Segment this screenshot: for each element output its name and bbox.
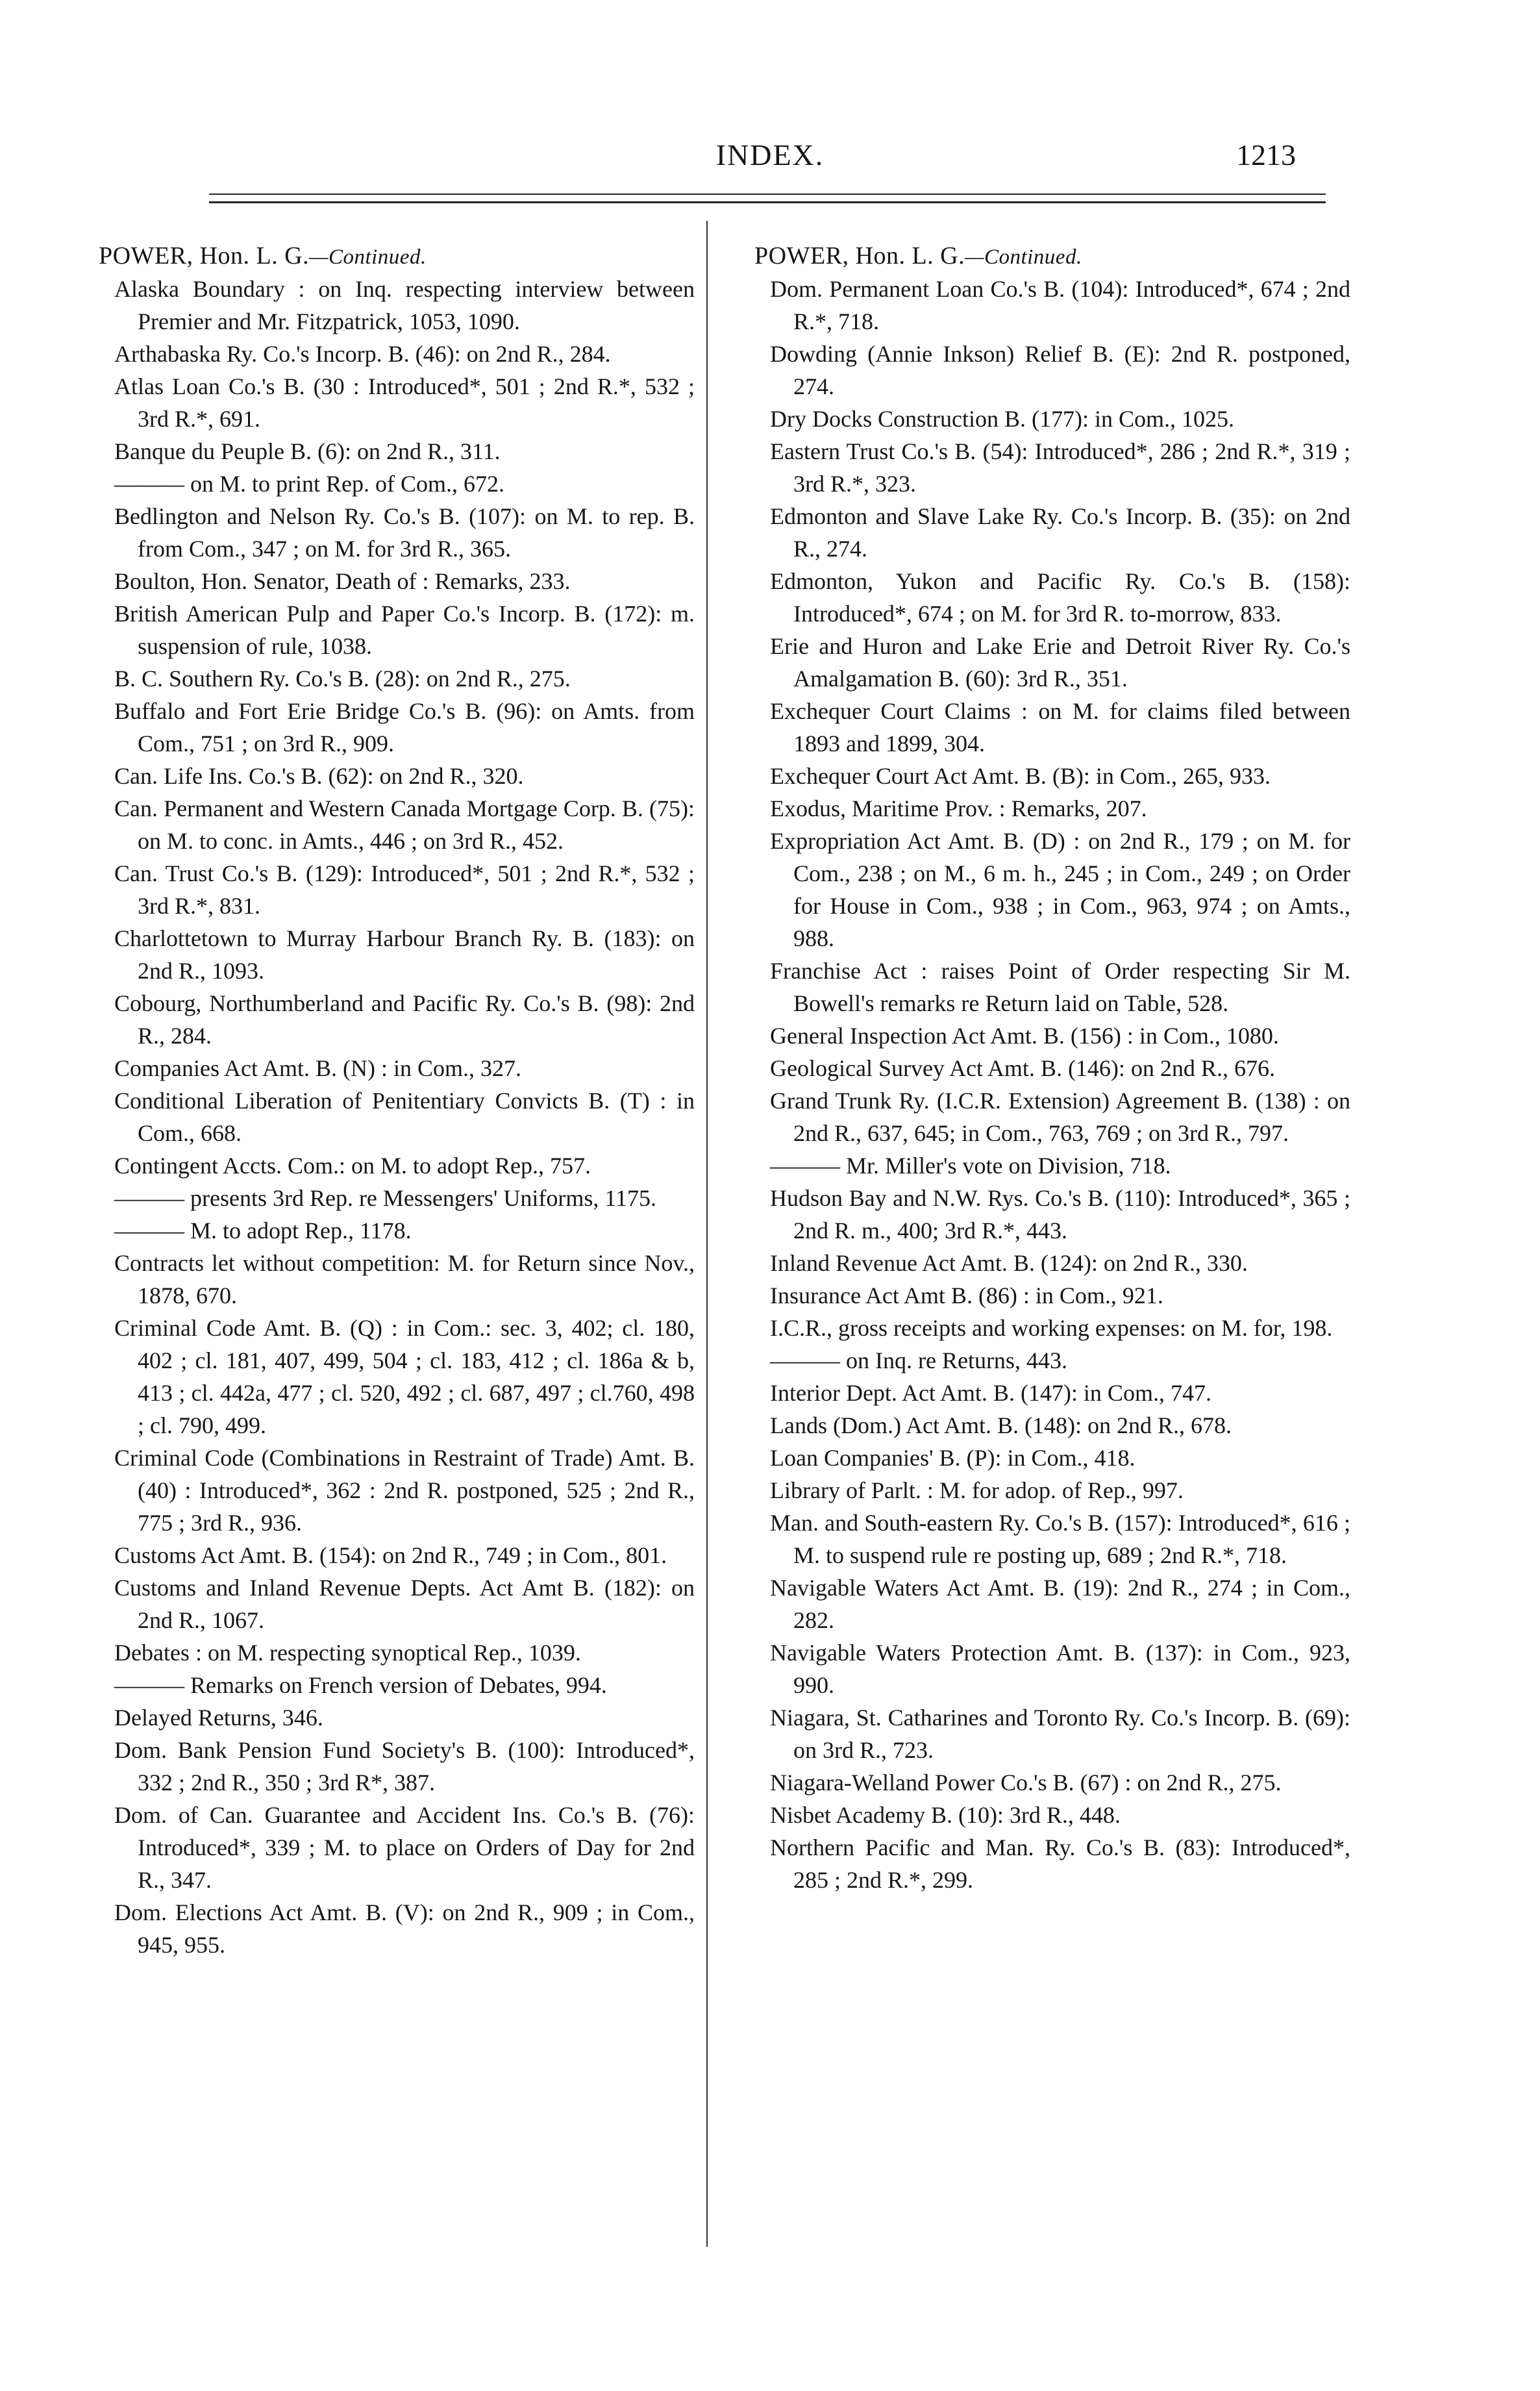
index-entry: Nisbet Academy B. (10): 3rd R., 448. [770,1802,1121,1828]
index-entry: Dowding (Annie Inkson) Relief B. (E): 2nd R. postponed, 274. [770,341,1350,399]
index-entry: Dom. of Can. Guarantee and Accident Ins. Co.'s B. (76): Introduced*, 339 ; M. to place on Orders of Day for 2nd R., 347. [114,1802,695,1893]
index-entry: Dom. Bank Pension Fund Society's B. (100): Introduced*, 332 ; 2nd R., 350 ; 3rd R*, 387. [114,1737,695,1796]
column-divider [706,221,708,2247]
index-entry: Geological Survey Act Amt. B. (146): on 2nd R., 676. [770,1055,1275,1081]
right-entry-list [747,273,1350,1896]
index-entry: Franchise Act : raises Point of Order respecting Sir M. Bowell's remarks re Return laid on Table, 528. [770,958,1350,1016]
index-entry: B. C. Southern Ry. Co.'s B. (28): on 2nd R., 275. [114,666,571,692]
index-entry: Can. Trust Co.'s B. (129): Introduced*, 501 ; 2nd R.*, 532 ; 3rd R.*, 831. [114,860,695,919]
index-entry: Criminal Code Amt. B. (Q) : in Com.: sec. 3, 402; cl. 180, 402 ; cl. 181, 407, 499, 504 ; cl. 183, 412 ; cl. 186a & b, 413 ; cl. 442a, 477 ; cl. 520, 492 ; cl. 687, 497 ; cl.760, 498 ; cl. 790, 499. [114,1315,695,1438]
index-entry: ——— Mr. Miller's vote on Division, 718. [770,1153,1171,1179]
index-entry: Edmonton and Slave Lake Ry. Co.'s Incorp. B. (35): on 2nd R., 274. [770,503,1350,562]
index-entry: Can. Permanent and Western Canada Mortgage Corp. B. (75): on M. to conc. in Amts., 446 ; on 3rd R., 452. [114,795,695,854]
index-entry: Inland Revenue Act Amt. B. (124): on 2nd R., 330. [770,1250,1248,1276]
header-rule-bottom [209,201,1326,203]
index-entry: Arthabaska Ry. Co.'s Incorp. B. (46): on 2nd R., 284. [114,341,611,367]
index-entry: Bedlington and Nelson Ry. Co.'s B. (107): on M. to rep. B. from Com., 347 ; on M. for 3rd R., 365. [114,503,695,562]
index-entry: Dry Docks Construction B. (177): in Com., 1025. [770,406,1234,432]
index-entry: Northern Pacific and Man. Ry. Co.'s B. (83): Introduced*, 285 ; 2nd R.*, 299. [770,1834,1350,1893]
index-entry: Exchequer Court Claims : on M. for claims filed between 1893 and 1899, 304. [770,698,1350,757]
index-entry: Criminal Code (Combinations in Restraint of Trade) Amt. B. (40) : Introduced*, 362 : 2nd R. postponed, 525 ; 2nd R., 775 ; 3rd R., 936. [114,1445,695,1536]
index-entry: Insurance Act Amt B. (86) : in Com., 921. [770,1283,1163,1308]
index-entry: Customs and Inland Revenue Depts. Act Amt B. (182): on 2nd R., 1067. [114,1575,695,1633]
index-entry: Library of Parlt. : M. for adop. of Rep., 997. [770,1477,1184,1503]
index-entry: Interior Dept. Act Amt. B. (147): in Com., 747. [770,1380,1211,1406]
index-entry: Navigable Waters Act Amt. B. (19): 2nd R., 274 ; in Com., 282. [770,1575,1350,1633]
index-entry: Delayed Returns, 346. [114,1705,323,1731]
index-entry: Exodus, Maritime Prov. : Remarks, 207. [770,795,1147,821]
index-entry: Lands (Dom.) Act Amt. B. (148): on 2nd R., 678. [770,1412,1232,1438]
left-heading-continued: —Continued. [309,245,427,269]
index-entry: ——— on M. to print Rep. of Com., 672. [114,471,504,497]
left-column-heading [99,242,695,270]
index-entry: Dom. Permanent Loan Co.'s B. (104): Introduced*, 674 ; 2nd R.*, 718. [770,276,1350,334]
right-column-heading [754,242,1350,270]
right-heading-continued: —Continued. [965,245,1082,269]
index-entry: Niagara-Welland Power Co.'s B. (67) : on 2nd R., 275. [770,1770,1282,1796]
index-entry: Conditional Liberation of Penitentiary Convicts B. (T) : in Com., 668. [114,1088,695,1146]
header-rule-top [209,194,1326,195]
index-entry: Navigable Waters Protection Amt. B. (137): in Com., 923, 990. [770,1640,1350,1698]
index-entry: I.C.R., gross receipts and working expenses: on M. for, 198. [770,1315,1333,1341]
index-entry: ——— M. to adopt Rep., 1178. [114,1218,412,1244]
left-entry-list [91,273,695,1961]
index-entry: Edmonton, Yukon and Pacific Ry. Co.'s B. (158): Introduced*, 674 ; on M. for 3rd R. to-morrow, 833. [770,568,1350,627]
index-entry: Expropriation Act Amt. B. (D) : on 2nd R., 179 ; on M. for Com., 238 ; on M., 6 m. h., 245 ; in Com., 249 ; on Order for House in Com., 938 ; in Com., 963, 974 ; on Amts., 988. [770,828,1350,951]
index-entry: Atlas Loan Co.'s B. (30 : Introduced*, 501 ; 2nd R.*, 532 ; 3rd R.*, 691. [114,373,695,432]
index-entry: Buffalo and Fort Erie Bridge Co.'s B. (96): on Amts. from Com., 751 ; on 3rd R., 909. [114,698,695,757]
right-column [747,242,1350,1896]
index-entry: Contracts let without competition: M. for Return since Nov., 1878, 670. [114,1250,695,1308]
left-heading-name: POWER, Hon. L. G. [99,242,310,269]
index-entry: Dom. Elections Act Amt. B. (V): on 2nd R., 909 ; in Com., 945, 955. [114,1899,695,1958]
right-heading-name: POWER, Hon. L. G. [754,242,965,269]
index-entry: Debates : on M. respecting synoptical Rep., 1039. [114,1640,581,1666]
index-entry: British American Pulp and Paper Co.'s Incorp. B. (172): m. suspension of rule, 1038. [114,601,695,659]
index-entry: Grand Trunk Ry. (I.C.R. Extension) Agreement B. (138) : on 2nd R., 637, 645; in Com., 763, 769 ; on 3rd R., 797. [770,1088,1350,1146]
left-column [91,242,695,1961]
page-number: 1213 [1236,138,1296,171]
index-entry: ——— Remarks on French version of Debates, 994. [114,1672,607,1698]
index-entry: Contingent Accts. Com.: on M. to adopt Rep., 757. [114,1153,591,1179]
running-head [0,130,1540,182]
index-entry: Banque du Peuple B. (6): on 2nd R., 311. [114,438,501,464]
index-entry: Boulton, Hon. Senator, Death of : Remarks, 233. [114,568,571,594]
index-entry: Companies Act Amt. B. (N) : in Com., 327. [114,1055,521,1081]
index-entry: General Inspection Act Amt. B. (156) : in Com., 1080. [770,1023,1279,1049]
index-entry: Alaska Boundary : on Inq. respecting interview between Premier and Mr. Fitzpatrick, 1053, 1090. [114,276,695,334]
index-entry: Erie and Huron and Lake Erie and Detroit River Ry. Co.'s Amalgamation B. (60): 3rd R., 351. [770,633,1350,692]
running-title: INDEX. [715,138,825,171]
index-entry: Cobourg, Northumberland and Pacific Ry. Co.'s B. (98): 2nd R., 284. [114,990,695,1049]
index-entry: Charlottetown to Murray Harbour Branch Ry. B. (183): on 2nd R., 1093. [114,925,695,984]
index-entry: Exchequer Court Act Amt. B. (B): in Com., 265, 933. [770,763,1271,789]
index-entry: Niagara, St. Catharines and Toronto Ry. Co.'s Incorp. B. (69): on 3rd R., 723. [770,1705,1350,1763]
index-entry: Eastern Trust Co.'s B. (54): Introduced*, 286 ; 2nd R.*, 319 ; 3rd R.*, 323. [770,438,1350,497]
index-entry: ——— presents 3rd Rep. re Messengers' Uniforms, 1175. [114,1185,657,1211]
index-entry: Hudson Bay and N.W. Rys. Co.'s B. (110): Introduced*, 365 ; 2nd R. m., 400; 3rd R.*, 443. [770,1185,1350,1244]
index-entry: Customs Act Amt. B. (154): on 2nd R., 749 ; in Com., 801. [114,1542,667,1568]
index-entry: Man. and South-eastern Ry. Co.'s B. (157): Introduced*, 616 ; M. to suspend rule re posting up, 689 ; 2nd R.*, 718. [770,1510,1350,1568]
index-entry: Can. Life Ins. Co.'s B. (62): on 2nd R., 320. [114,763,524,789]
index-entry: ——— on Inq. re Returns, 443. [770,1347,1067,1373]
index-entry: Loan Companies' B. (P): in Com., 418. [770,1445,1136,1471]
